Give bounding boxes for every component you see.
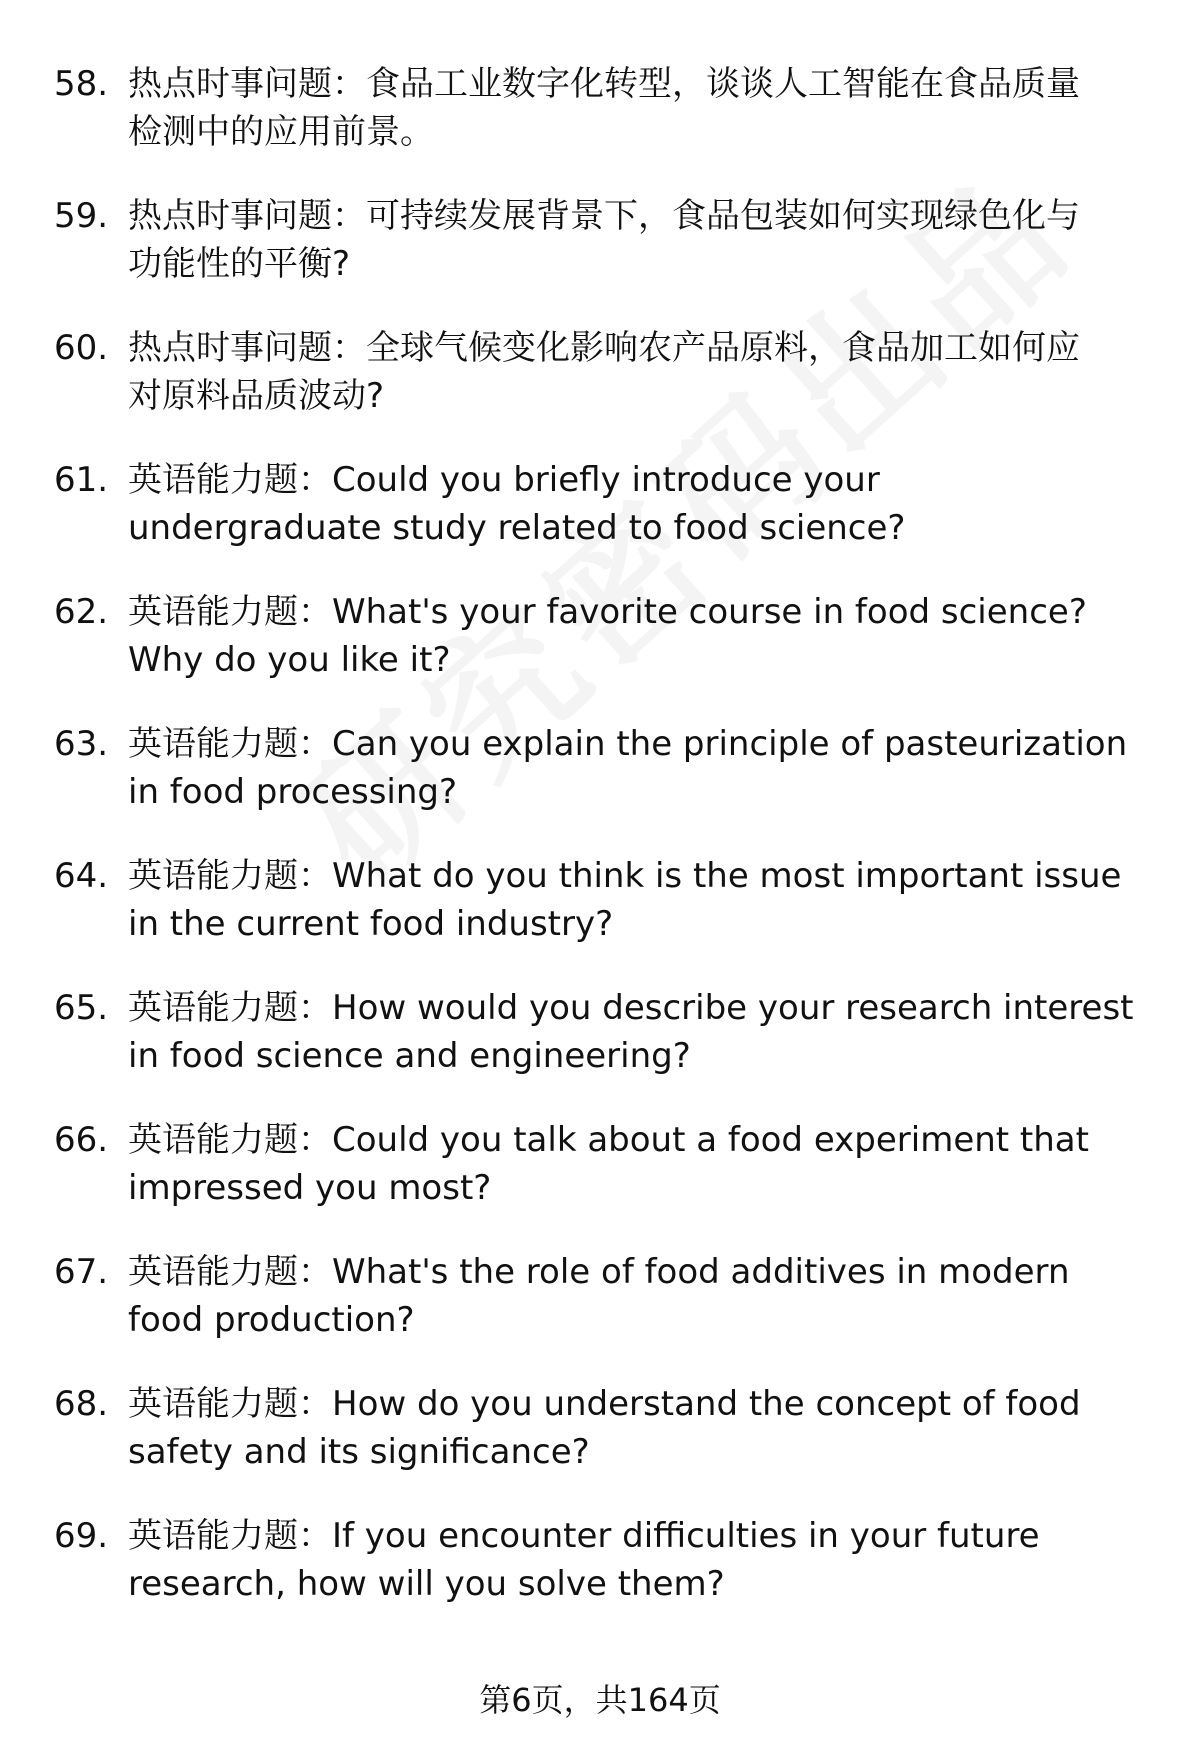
question-item-58 (0, 60, 1200, 192)
question-item-66 (0, 1116, 1200, 1248)
question-number: 60. (54, 328, 109, 368)
question-text: 英语能力题：How would you describe your research interest in food science and engineering? (128, 988, 1134, 1076)
question-number: 63. (54, 724, 109, 764)
question-text: 英语能力题：What do you think is the most important issue in the current food industry? (128, 856, 1122, 944)
question-item-67 (0, 1248, 1200, 1380)
question-text: 英语能力题：Could you talk about a food experiment that impressed you most? (128, 1120, 1089, 1208)
question-item-59 (0, 192, 1200, 324)
page-footer: 第6页，共164页 (479, 1681, 721, 1719)
question-text: 英语能力题：What's the role of food additives in modern food production? (128, 1252, 1070, 1340)
question-number: 61. (54, 460, 109, 500)
question-item-65 (0, 984, 1200, 1116)
question-text: 英语能力题：Could you briefly introduce your undergraduate study related to food science? (128, 460, 906, 548)
question-text: 英语能力题：What's your favorite course in food science? Why do you like it? (128, 592, 1087, 680)
question-text: 热点时事问题：全球气候变化影响农产品原料，食品加工如何应 对原料品质波动? (128, 328, 1080, 416)
question-item-64 (0, 852, 1200, 984)
question-text: 热点时事问题：食品工业数字化转型，谈谈人工智能在食品质量 检测中的应用前景。 (128, 64, 1080, 152)
question-number: 62. (54, 592, 109, 632)
question-item-60 (0, 324, 1200, 456)
question-list (0, 60, 1200, 1644)
question-item-68 (0, 1380, 1200, 1512)
question-item-61 (0, 456, 1200, 588)
question-number: 66. (54, 1120, 109, 1160)
question-number: 59. (54, 196, 109, 236)
question-number: 64. (54, 856, 109, 896)
question-number: 67. (54, 1252, 109, 1292)
question-text: 英语能力题：If you encounter difficulties in your future research, how will you solve them? (128, 1516, 1040, 1604)
question-number: 58. (54, 64, 109, 104)
question-number: 65. (54, 988, 109, 1028)
question-text: 热点时事问题：可持续发展背景下，食品包装如何实现绿色化与 功能性的平衡? (128, 196, 1080, 284)
question-text: 英语能力题：How do you understand the concept of food safety and its significance? (128, 1384, 1081, 1472)
question-item-69 (0, 1512, 1200, 1644)
question-item-62 (0, 588, 1200, 720)
question-number: 69. (54, 1516, 109, 1556)
question-item-63 (0, 720, 1200, 852)
question-text: 英语能力题：Can you explain the principle of pasteurization in food processing? (128, 724, 1128, 812)
question-number: 68. (54, 1384, 109, 1424)
